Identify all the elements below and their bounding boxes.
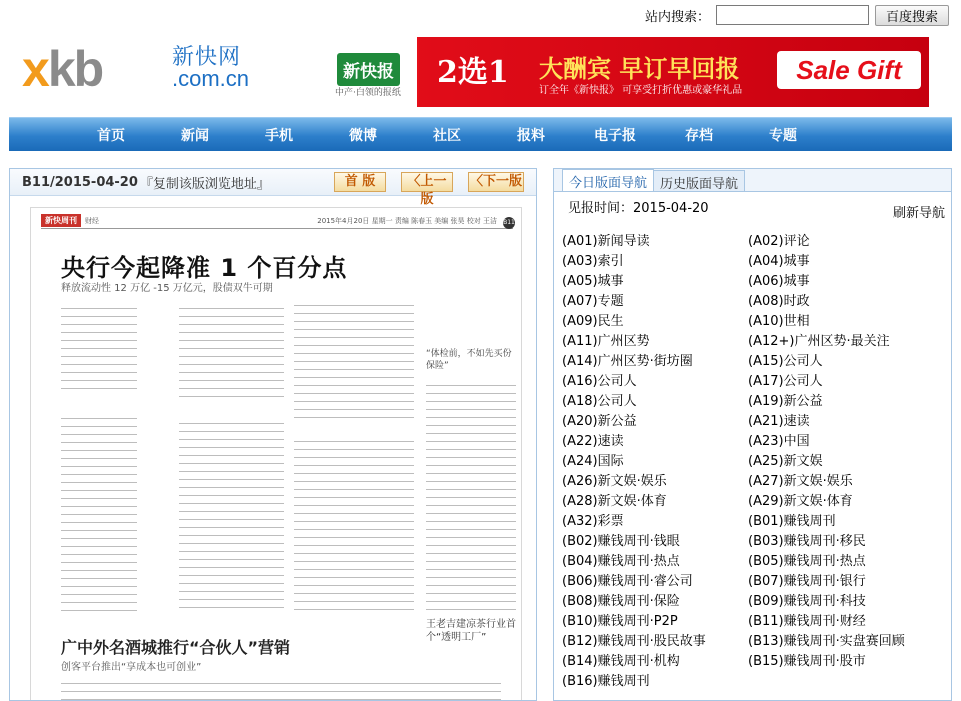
nav-home[interactable]: 首页 <box>97 127 125 144</box>
page-link[interactable]: (B14)赚钱周刊·机构 <box>562 654 680 669</box>
page-link[interactable]: (B10)赚钱周刊·P2P <box>562 614 678 629</box>
nav-topics[interactable]: 专题 <box>769 127 797 144</box>
page-link[interactable]: (A18)公司人 <box>562 394 637 409</box>
copy-url-link[interactable]: 『复制该版浏览地址』 <box>139 176 270 192</box>
site-search-bar <box>645 4 949 26</box>
page-link[interactable]: (B13)赚钱周刊·实盘赛回顾 <box>748 634 905 649</box>
nav-mobile[interactable]: 手机 <box>265 127 293 144</box>
page-link[interactable]: (A06)城事 <box>748 274 810 289</box>
page-link[interactable]: (A14)广州区势·街坊圈 <box>562 354 693 369</box>
first-page-button[interactable]: 首 版 <box>334 172 386 192</box>
page-link[interactable]: (A19)新公益 <box>748 394 823 409</box>
newspaper-page-image[interactable] <box>30 207 522 701</box>
paper-page-badge: B11 <box>503 217 515 229</box>
text-column <box>61 678 501 701</box>
logo-mark: xkb <box>22 41 103 97</box>
page-link[interactable]: (A25)新文娱 <box>748 454 823 469</box>
page-link[interactable]: (A10)世相 <box>748 314 810 329</box>
page-link[interactable]: (A12+)广州区势·最关注 <box>748 334 890 349</box>
ad-promo-title: 大酬宾 早订早回报 <box>539 54 740 83</box>
page-link[interactable]: (A20)新公益 <box>562 414 637 429</box>
page-link[interactable]: (A32)彩票 <box>562 514 624 529</box>
page-link[interactable]: (A04)城事 <box>748 254 810 269</box>
page-toolbar <box>10 169 536 196</box>
page-link[interactable]: (A27)新文娱·娱乐 <box>748 474 853 489</box>
prev-page-button[interactable]: 〈上一版 <box>401 172 453 192</box>
page-link[interactable]: (A22)速读 <box>562 434 624 449</box>
ad-promo-2for1: 2选1 <box>437 55 509 90</box>
text-column <box>179 303 284 403</box>
page-link[interactable]: (A17)公司人 <box>748 374 823 389</box>
refresh-nav-link[interactable]: 刷新导航 <box>892 206 945 221</box>
ad-promo-detail: 订全年《新快报》 可享受打折优惠或豪华礼品 <box>539 85 743 96</box>
nav-archive[interactable]: 存档 <box>685 127 713 144</box>
article-qa-title[interactable]: “体检前，不如先买份保险” <box>426 349 512 371</box>
nav-weibo[interactable]: 微博 <box>349 127 377 144</box>
page-link[interactable]: (B07)赚钱周刊·银行 <box>748 574 866 589</box>
page-list <box>562 232 946 692</box>
text-column <box>294 436 414 614</box>
page-link[interactable]: (A15)公司人 <box>748 354 823 369</box>
tab-today-pages[interactable]: 今日版面导航 <box>562 169 654 191</box>
article-subhead: 释放流动性 12 万亿 -15 万亿元，股债双牛可期 <box>61 283 273 294</box>
page-link[interactable]: (A02)评论 <box>748 234 810 249</box>
text-column <box>426 380 516 610</box>
ad-sale-gift: Sale Gift <box>777 51 921 89</box>
page-link[interactable]: (B16)赚钱周刊 <box>562 674 650 689</box>
tab-history-pages[interactable]: 历史版面导航 <box>653 170 745 191</box>
text-column <box>179 418 284 613</box>
page-link[interactable]: (B09)赚钱周刊·科技 <box>748 594 866 609</box>
ad-banner[interactable] <box>329 37 929 107</box>
publish-info <box>554 192 951 221</box>
text-column <box>294 300 414 420</box>
publish-time: 见报时间：2015-04-20 <box>568 201 709 216</box>
paper-section: 财经 <box>85 216 99 225</box>
page-link[interactable]: (A05)城事 <box>562 274 624 289</box>
left-arrow-icon: 〈 <box>407 174 421 189</box>
page-link[interactable]: (B11)赚钱周刊·财经 <box>748 614 866 629</box>
page-link[interactable]: (A24)国际 <box>562 454 624 469</box>
article-headline-2[interactable]: 广中外名酒城推行“合伙人”营销 <box>61 638 291 657</box>
nav-tipoff[interactable]: 报料 <box>517 127 545 144</box>
paper-header <box>41 215 513 229</box>
nav-news[interactable]: 新闻 <box>181 127 209 144</box>
page-link[interactable]: (A26)新文娱·娱乐 <box>562 474 667 489</box>
page-link[interactable]: (A23)中国 <box>748 434 810 449</box>
page-link[interactable]: (A16)公司人 <box>562 374 637 389</box>
article-subhead-2: 创客平台推出“享成本也可创业” <box>61 662 202 673</box>
right-arrow-icon: 〈 <box>469 174 483 189</box>
next-page-button[interactable]: 〈下一版 <box>468 172 524 192</box>
page-link[interactable]: (B01)赚钱周刊 <box>748 514 836 529</box>
paper-column-logo: 新快周刊 <box>41 214 81 227</box>
page-link[interactable]: (A28)新文娱·体育 <box>562 494 667 509</box>
page-link[interactable]: (B12)赚钱周刊·股民故事 <box>562 634 706 649</box>
site-logo[interactable] <box>22 40 272 96</box>
paper-info: 2015年4月20日 星期一 责编 陈春玉 美编 张昊 校对 王洁 <box>317 216 497 225</box>
page-link[interactable]: (B15)赚钱周刊·股市 <box>748 654 866 669</box>
text-column <box>61 413 137 613</box>
page-link[interactable]: (A01)新闻导读 <box>562 234 650 249</box>
page-date: B11/2015-04-20 <box>22 174 138 190</box>
page-link[interactable]: (A09)民生 <box>562 314 624 329</box>
article-headline-3[interactable]: 王老吉建凉茶行业首个“透明工厂” <box>426 619 516 643</box>
search-input[interactable] <box>716 5 869 25</box>
page-link[interactable]: (B08)赚钱周刊·保险 <box>562 594 680 609</box>
logo-domain: .com.cn <box>172 66 250 91</box>
page-link[interactable]: (A07)专题 <box>562 294 624 309</box>
nav-tabs <box>554 169 951 192</box>
page-link[interactable]: (B03)赚钱周刊·移民 <box>748 534 866 549</box>
page-link[interactable]: (A11)广州区势 <box>562 334 650 349</box>
ad-brand-sub: 中产·白领的报纸 <box>335 88 401 98</box>
page-link[interactable]: (B04)赚钱周刊·热点 <box>562 554 680 569</box>
page-navigation-panel <box>553 168 952 701</box>
baidu-search-button[interactable]: 百度搜索 <box>875 5 949 26</box>
epaper-view-panel <box>9 168 537 701</box>
page-link[interactable]: (A21)速读 <box>748 414 810 429</box>
ad-brand-block <box>329 37 419 107</box>
article-headline[interactable]: 央行今起降准 1 个百分点 <box>61 254 348 282</box>
nav-community[interactable]: 社区 <box>433 127 461 144</box>
main-nav <box>9 117 952 151</box>
page-link[interactable]: (B06)赚钱周刊·睿公司 <box>562 574 693 589</box>
page-link[interactable]: (B02)赚钱周刊·钱眼 <box>562 534 680 549</box>
nav-epaper[interactable]: 电子报 <box>594 127 636 144</box>
ad-brand-name: 新快报 <box>337 53 400 86</box>
page-link[interactable]: (A29)新文娱·体育 <box>748 494 853 509</box>
text-column <box>61 303 137 395</box>
page-link[interactable]: (B05)赚钱周刊·热点 <box>748 554 866 569</box>
search-label: 站内搜索： <box>644 9 710 25</box>
page-link[interactable]: (A08)时政 <box>748 294 810 309</box>
logo-chinese-name: 新快网 <box>172 45 242 70</box>
page-link[interactable]: (A03)索引 <box>562 254 624 269</box>
